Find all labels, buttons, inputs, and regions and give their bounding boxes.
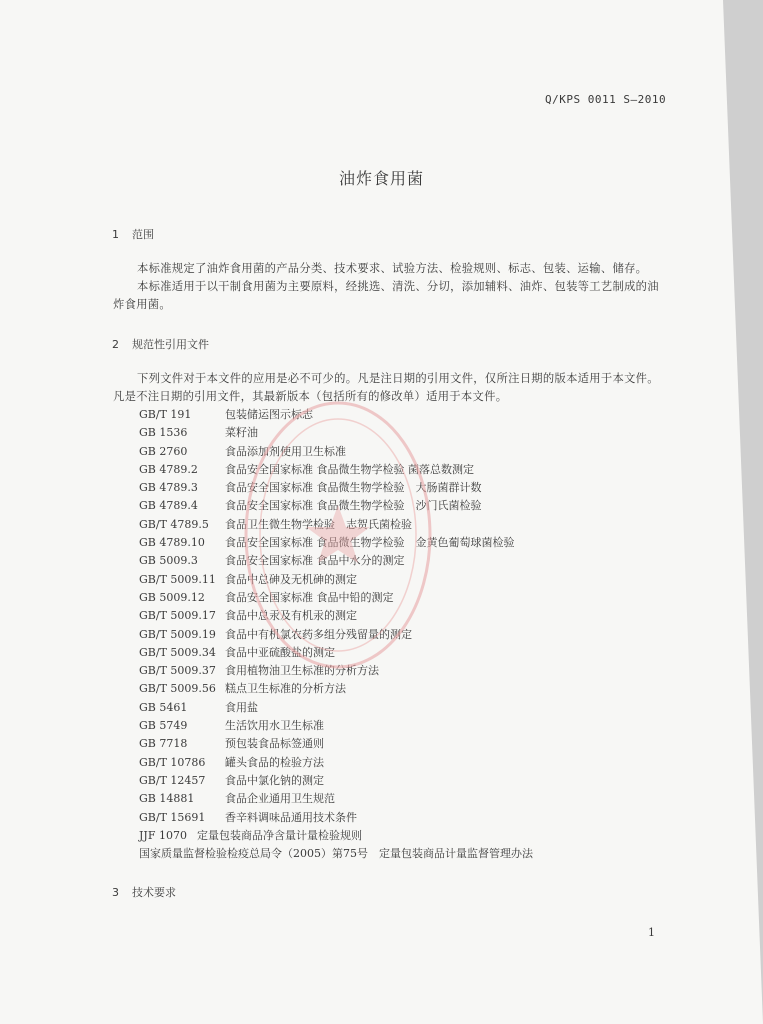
reference-code: GB/T 5009.17 (139, 609, 216, 623)
reference-name: 包装储运图示标志 (225, 408, 313, 421)
reference-name: 菜籽油 (225, 426, 258, 440)
reference-name: 食品安全国家标准 食品中铅的测定 (225, 590, 394, 604)
reference-item (139, 754, 659, 772)
reference-name: 食品中亚硫酸盐的测定 (225, 645, 335, 659)
section-number: 2 (112, 338, 119, 351)
reference-code: 国家质量监督检验检疫总局令（2005）第75号 (139, 847, 368, 861)
reference-name: 食品卫生微生物学检验 志贺氏菌检验 (225, 517, 412, 531)
reference-item (139, 699, 659, 717)
reference-item (139, 552, 659, 570)
reference-code: GB/T 5009.11 (139, 572, 216, 586)
reference-name: 食品安全国家标准 食品微生物学检验 金黄色葡萄球菌检验 (225, 536, 515, 550)
reference-code: GB 5009.12 (139, 590, 205, 604)
reference-name: 生活饮用水卫生标准 (225, 719, 324, 733)
reference-item (139, 717, 659, 735)
reference-code: GB 4789.2 (139, 462, 198, 476)
reference-item (139, 571, 659, 589)
reference-item (139, 827, 659, 845)
reference-item (139, 589, 659, 607)
reference-name: 食品添加剂使用卫生标准 (225, 444, 346, 458)
reference-name: 食品企业通用卫生规范 (225, 792, 335, 806)
reference-name: 食品安全国家标准 食品中水分的测定 (225, 554, 405, 568)
reference-name: 食品中氯化钠的测定 (225, 773, 324, 787)
reference-code: GB 5009.3 (139, 554, 198, 568)
reference-item (139, 607, 659, 625)
page-number: 1 (648, 926, 655, 939)
section-number: 3 (112, 886, 119, 899)
reference-item (139, 443, 659, 461)
section-heading-scope (112, 226, 154, 242)
reference-code: GB/T 5009.37 (139, 664, 216, 678)
reference-code: GB 7718 (139, 737, 188, 751)
reference-code: GB/T 10786 (139, 755, 206, 769)
reference-code: GB/T 4789.5 (139, 517, 209, 531)
reference-code: GB 4789.10 (139, 536, 205, 550)
reference-item (139, 497, 659, 515)
doc-code: Q/KPS 0011 S—2010 (545, 93, 667, 106)
reference-name: 食品中总砷及无机砷的测定 (225, 572, 357, 586)
section-number: 1 (112, 228, 119, 241)
reference-name: 食用盐 (225, 700, 258, 714)
reference-code: GB 4789.4 (139, 499, 198, 513)
reference-name: 食品中总汞及有机汞的测定 (225, 609, 357, 623)
section-title: 范围 (132, 228, 154, 241)
reference-item (139, 424, 659, 442)
reference-code: GB 1536 (139, 426, 188, 440)
reference-code: GB/T 5009.56 (139, 682, 216, 696)
reference-item (139, 790, 659, 808)
reference-item (139, 516, 659, 534)
doc-title: 油炸食用菌 (338, 169, 424, 188)
section-heading-normative (112, 336, 209, 352)
section-title: 技术要求 (132, 886, 176, 899)
section-heading-technical (112, 884, 176, 900)
reference-name: 定量包装商品计量监督管理办法 (379, 847, 533, 861)
reference-name: 食用植物油卫生标准的分析方法 (225, 664, 379, 678)
scope-paragraph-1: 本标准规定了油炸食用菌的产品分类、技术要求、试验方法、检验规则、标志、包装、运输、储存。 (137, 262, 648, 275)
reference-name: 罐头食品的检验方法 (225, 755, 324, 769)
reference-code: GB/T 5009.34 (139, 645, 216, 659)
reference-item (139, 680, 659, 698)
reference-name: 食品中有机氯农药多组分残留量的测定 (225, 627, 412, 641)
reference-item (139, 845, 659, 863)
reference-item (139, 772, 659, 790)
reference-code: GB/T 12457 (139, 773, 206, 787)
scope-paragraph-2: 本标准适用于以干制食用菌为主要原料，经挑选、清洗、分切，添加辅料、油炸、包装等工艺制成的油炸食用菌。 (113, 280, 659, 311)
reference-name: 食品安全国家标准 食品微生物学检验 大肠菌群计数 (225, 481, 482, 495)
scan-shadow (723, 0, 763, 1024)
reference-name: 预包装食品标签通则 (225, 737, 324, 751)
reference-code: JJF 1070 (139, 828, 187, 842)
reference-code: GB/T 5009.19 (139, 627, 216, 641)
reference-code: GB/T 191 (139, 408, 192, 421)
reference-code: GB 2760 (139, 444, 188, 458)
reference-name: 食品安全国家标准 食品微生物学检验 沙门氏菌检验 (225, 499, 482, 513)
reference-name: 定量包装商品净含量计量检验规则 (197, 828, 362, 842)
reference-item (139, 809, 659, 827)
section-title: 规范性引用文件 (132, 338, 209, 351)
reference-item (139, 406, 659, 424)
reference-code: GB 4789.3 (139, 481, 198, 495)
reference-code: GB/T 15691 (139, 810, 206, 824)
reference-item (139, 626, 659, 644)
reference-code: GB 14881 (139, 792, 195, 806)
reference-item (139, 461, 659, 479)
reference-list (139, 406, 659, 863)
reference-item (139, 644, 659, 662)
reference-name: 食品安全国家标准 食品微生物学检验 菌落总数测定 (225, 462, 474, 476)
reference-name: 糕点卫生标准的分析方法 (225, 682, 346, 696)
reference-code: GB 5461 (139, 700, 188, 714)
reference-item (139, 735, 659, 753)
reference-item (139, 534, 659, 552)
reference-item (139, 479, 659, 497)
reference-item (139, 662, 659, 680)
reference-name: 香辛料调味品通用技术条件 (225, 810, 357, 824)
reference-code: GB 5749 (139, 719, 188, 733)
normative-intro: 下列文件对于本文件的应用是必不可少的。凡是注日期的引用文件，仅所注日期的版本适用于本文件。凡是不注日期的引用文件，其最新版本（包括所有的修改单）适用于本文件。 (113, 372, 659, 403)
